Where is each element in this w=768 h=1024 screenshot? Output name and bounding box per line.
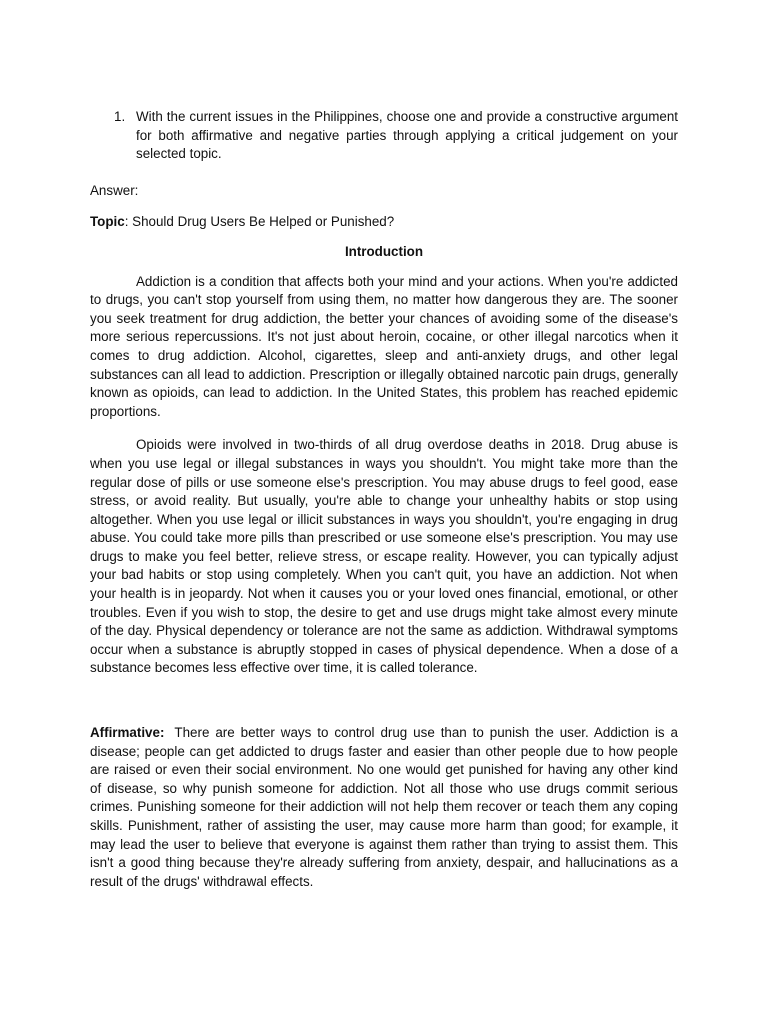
introduction-heading: Introduction — [344, 243, 424, 259]
affirmative-text: There are better ways to control drug use than to punish the user. Addiction is a disease; people can get addicted to drugs faster and easier than other people due to how people are raised or even their social environment. No one would get punished for having any other kind of disease, so why punish someone for addiction. Not all those who use drugs commit serious crimes. Punishing someone for their addiction will not help them recover or teach them any coping skills. Punishment, rather of assisting the user, may cause more harm than good; for example, it may lead the user to believe that everyone is against them rather than trying to assist them. This isn't a good thing because they're already suffering from anxiety, despair, and hallucinations as a result of the drugs' withdrawal effects. — [90, 725, 678, 889]
affirmative-label: Affirmative: — [90, 725, 165, 741]
answer-label: Answer: — [90, 182, 139, 198]
introduction-paragraph-1: Addiction is a condition that affects both your mind and your actions. When you're addicted to drugs, you can't stop yourself from using them, no matter how dangerous they are. The sooner you seek treatment for drug addiction, the better your chances of avoiding some of the disease's more serious repercussions. It's not just about heroin, cocaine, or other illegal narcotics when it comes to drug addiction. Alcohol, cigarettes, sleep and anti-anxiety drugs, and other legal substances can all lead to addiction. Prescription or illegally obtained narcotic pain drugs, generally known as opioids, can lead to addiction. In the United States, this problem has reached epidemic proportions. — [90, 273, 678, 419]
introduction-paragraph-2: Opioids were involved in two-thirds of all drug overdose deaths in 2018. Drug abuse is when you use legal or illegal substances in ways you shouldn't. You might take more than the regular dose of pills or use someone else's prescription. You may abuse drugs to feel good, ease stress, or avoid reality. But usually, you're able to change your unhealthy habits or stop using altogether. When you use legal or illicit substances in ways you shouldn't, you're engaging in drug abuse. You could take more pills than prescribed or use someone else's prescription. You may use drugs to make you feel better, relieve stress, or escape reality. However, you can typically adjust your bad habits or stop using completely. When you can't quit, you have an addiction. Not when your health is in jeopardy. Not when it causes you or your loved ones financial, emotional, or other troubles. Even if you wish to stop, the desire to get and use drugs might take almost every minute of the day. Physical dependency or tolerance are not the same as addiction. Withdrawal symptoms occur when a substance is abruptly stopped in cases of physical dependence. When a dose of a substance becomes less effective over time, it is called tolerance. — [90, 437, 678, 676]
question-item — [114, 108, 678, 164]
topic-text: : Should Drug Users Be Helped or Punished? — [124, 214, 395, 230]
topic-line — [90, 213, 678, 232]
document-page — [90, 108, 678, 891]
affirmative-paragraph — [90, 724, 678, 891]
question-number: 1. — [114, 109, 126, 124]
topic-label: Topic — [90, 214, 125, 230]
question-text: With the current issues in the Philippines, choose one and provide a constructive argument for both affirmative and negative parties through applying a critical judgement on your selected topic. — [136, 109, 678, 162]
